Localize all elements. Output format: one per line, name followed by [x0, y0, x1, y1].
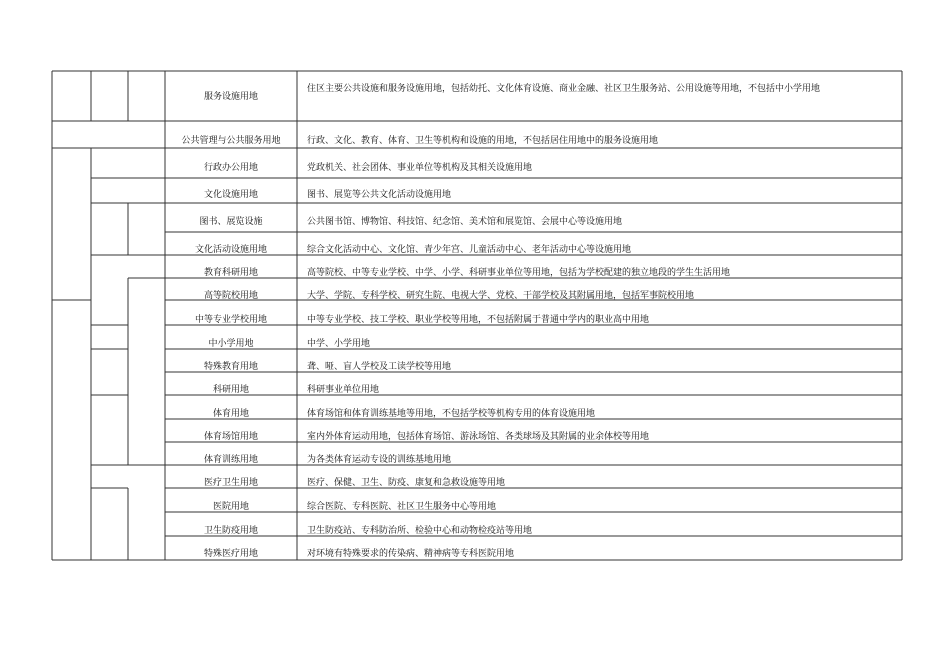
- land-use-name: 行政办公用地: [203, 163, 258, 173]
- land-use-name: 特殊教育用地: [203, 362, 258, 372]
- land-use-name: 图书、展览设施: [199, 217, 263, 227]
- land-use-description: 为各类体育运动专设的训练基地用地: [307, 455, 452, 465]
- land-use-description: 中等专业学校、技工学校、职业学校等用地，不包括附属于普通中学内的职业高中用地: [307, 315, 650, 325]
- land-use-description: 综合文化活动中心、文化馆、青少年宫、儿童活动中心、老年活动中心等设施用地: [307, 245, 632, 255]
- land-use-name: 体育训练用地: [203, 455, 258, 465]
- land-use-description: 对环境有特殊要求的传染病、精神病等专科医院用地: [307, 549, 515, 559]
- land-use-description: 大学、学院、专科学校、研究生院、电视大学、党校、干部学校及其附属用地，包括军事院校用地: [307, 291, 695, 301]
- land-use-description: 室内外体育运动用地，包括体育场馆、游泳场馆、各类球场及其附属的业余体校等用地: [307, 432, 650, 442]
- land-use-name: 服务设施用地: [203, 92, 258, 102]
- land-use-name: 教育科研用地: [203, 268, 258, 278]
- land-use-name: 卫生防疫用地: [203, 526, 258, 536]
- land-use-description: 公共图书馆、博物馆、科技馆、纪念馆、美术馆和展览馆、会展中心等设施用地: [307, 217, 623, 227]
- land-use-name: 体育场馆用地: [203, 432, 258, 442]
- land-use-name: 高等院校用地: [203, 291, 258, 301]
- land-use-name: 科研用地: [212, 385, 249, 395]
- land-use-description: 体育场馆和体育训练基地等用地，不包括学校等机构专用的体育设施用地: [307, 409, 596, 419]
- land-use-description: 行政、文化、教育、体育、卫生等机构和设施的用地，不包括居住用地中的服务设施用地: [307, 136, 659, 146]
- land-use-description: 综合医院、专科医院、社区卫生服务中心等用地: [307, 502, 497, 512]
- land-use-description: 高等院校、中等专业学校、中学、小学、科研事业单位等用地，包括为学校配建的独立地段的学生生活用地: [307, 268, 731, 278]
- land-use-name: 中小学用地: [208, 339, 254, 349]
- land-use-description: 医疗、保健、卫生、防疫、康复和急救设施等用地: [307, 478, 506, 488]
- land-use-name: 文化设施用地: [203, 190, 258, 200]
- land-use-description: 科研事业单位用地: [307, 385, 380, 395]
- land-use-name: 医疗卫生用地: [203, 478, 258, 488]
- land-use-description: 住区主要公共设施和服务设施用地，包括幼托、文化体育设施、商业金融、社区卫生服务站、公用设施等用地，不包括中小学用地: [307, 84, 821, 94]
- land-use-name: 中等专业学校用地: [194, 315, 267, 325]
- land-use-name: 文化活动设施用地: [194, 245, 267, 255]
- land-use-description: 聋、哑、盲人学校及工读学校等用地: [307, 362, 452, 372]
- land-use-description: 图书、展览等公共文化活动设施用地: [307, 190, 452, 200]
- land-use-description: 党政机关、社会团体、事业单位等机构及其相关设施用地: [307, 163, 533, 173]
- land-use-description: 中学、小学用地: [307, 339, 371, 349]
- land-use-name: 体育用地: [212, 409, 249, 419]
- land-use-name: 公共管理与公共服务用地: [181, 136, 281, 146]
- land-use-name: 医院用地: [212, 502, 249, 512]
- land-use-description: 卫生防疫站、专科防治所、检验中心和动物检疫站等用地: [307, 526, 533, 536]
- land-use-name: 特殊医疗用地: [203, 549, 258, 559]
